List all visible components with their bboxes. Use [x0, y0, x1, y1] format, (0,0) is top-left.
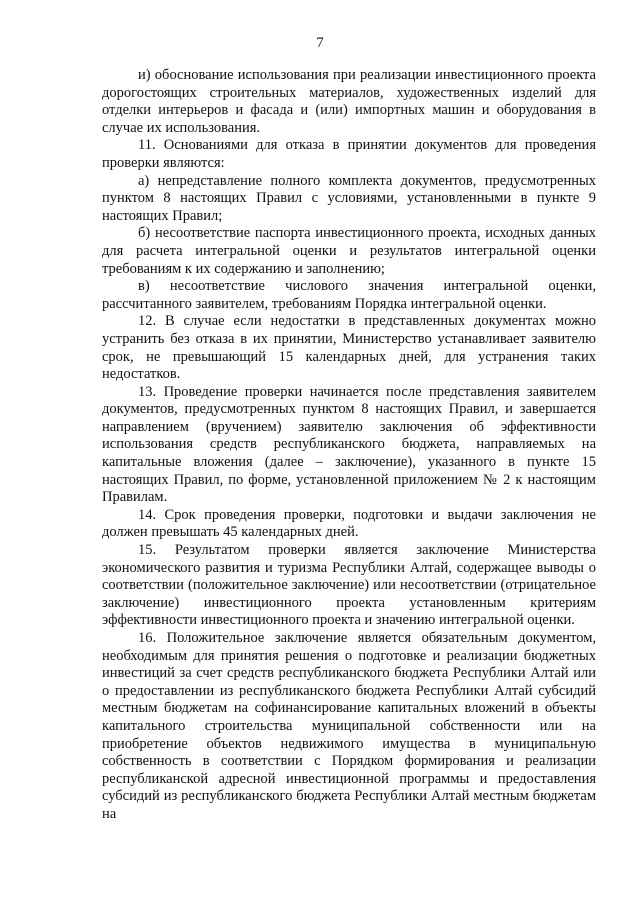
paragraph-13: 13. Проведение проверки начинается после представления заявителем документов, предусмотренных пунктом 8 настоящих Правил, и завершается направлением (вручением) заявителю заключения об эффективности использования средств республиканского бюджета, направляемых на капитальные вложения (далее – заключение), указанного в пункте 15 настоящих Правил, по форме, установленной приложением № 2 к настоящим Правилам. [102, 383, 596, 506]
paragraph-16: 16. Положительное заключение является обязательным документом, необходимым для принятия решения о подготовке и реализации бюджетных инвестиций за счет средств республиканского бюджета Республики Алтай или о предоставлении из республиканского бюджета Республики Алтай субсидий местным бюджетам на софинансирование капитальных вложений в объекты капитального строительства муниципальной собственности или на приобретение объектов недвижимого имущества в муниципальную собственность в соответствии с Порядком формирования и реализации республиканской адресной инвестиционной программы и предоставления субсидий из республиканского бюджета Республики Алтай местным бюджетам на [102, 630, 596, 822]
paragraph-11-a: а) непредставление полного комплекта документов, предусмотренных пунктом 8 настоящих Правил с условиями, установленными в пункте 9 настоящих Правил; [102, 172, 596, 224]
paragraph-14: 14. Срок проведения проверки, подготовки и выдачи заключения не должен превышать 45 календарных дней. [102, 506, 596, 541]
page-number: 7 [316, 35, 324, 51]
paragraph-11: 11. Основаниями для отказа в принятии документов для проведения проверки являются: [102, 137, 596, 171]
document-body [102, 67, 596, 824]
paragraph-item-i: и) обоснование использования при реализации инвестиционного проекта дорогостоящих строительных материалов, художественных изделий для отделки интерьеров и фасада и (или) импортных машин и оборудования в случае их использования. [102, 67, 596, 136]
paragraph-11-b: б) несоответствие паспорта инвестиционного проекта, исходных данных для расчета интегральной оценки и результатов интегральной оценки требованиям к их содержанию и заполнению; [102, 225, 596, 277]
paragraph-11-v: в) несоответствие числового значения интегральной оценки, рассчитанного заявителем, требованиям Порядка интегральной оценки. [102, 278, 596, 312]
paragraph-15: 15. Результатом проверки является заключение Министерства экономического развития и туризма Республики Алтай, содержащее выводы о соответствии (положительное заключение) или несоответствии (отрицательное заключение) инвестиционного проекта установленным критериям эффективности инвестиционного проекта и значению интегральной оценки. [102, 542, 596, 629]
paragraph-12: 12. В случае если недостатки в представленных документах можно устранить без отказа в их принятии, Министерство устанавливает заявителю срок, не превышающий 15 календарных дней, для устранения таких недостатков. [102, 313, 596, 383]
